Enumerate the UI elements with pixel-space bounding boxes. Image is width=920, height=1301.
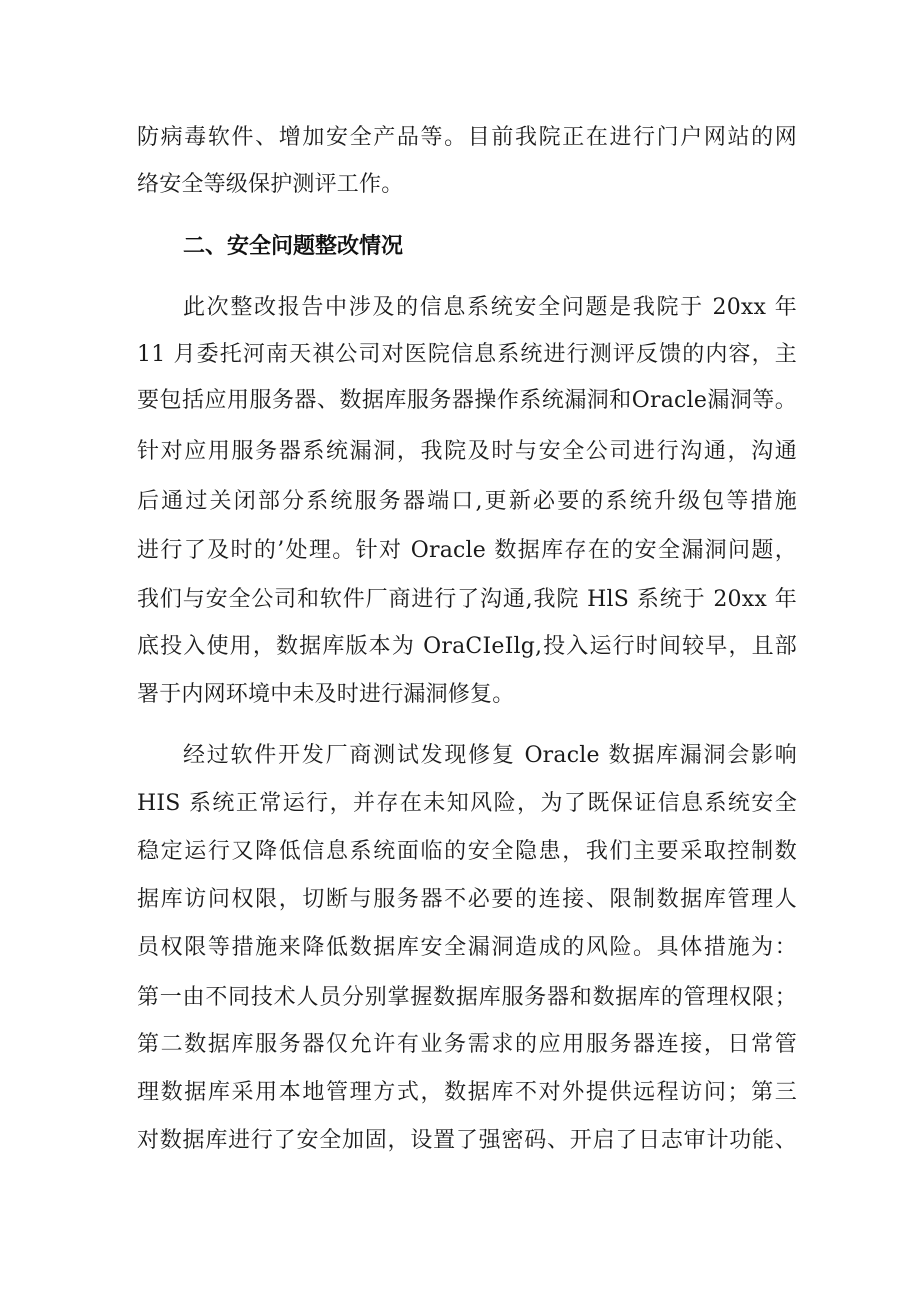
paragraph2-line-9: 对数据库进行了安全加固，设置了强密码、开启了日志审计功能、 [137, 1128, 797, 1153]
paragraph2-line-3: 稳定运行又降低信息系统面临的安全隐患，我们主要采取控制数 [137, 839, 797, 864]
paragraph2-line-8: 理数据库采用本地管理方式，数据库不对外提供远程访问；第三 [137, 1080, 797, 1105]
paragraph2-line-4: 据库访问权限，切断与服务器不必要的连接、限制数据库管理人 [137, 887, 797, 912]
paragraph1-line-3: 要包括应用服务器、数据库服务器操作系统漏洞和Oracle漏洞等。 [137, 388, 797, 413]
paragraph2-line-5: 员权限等措施来降低数据库安全漏洞造成的风险。具体措施为： [137, 935, 797, 960]
intro-line-1: 防病毒软件、增加安全产品等。目前我院正在进行门户网站的网 [137, 125, 797, 150]
paragraph1-line-5: 后通过关闭部分系统服务器端口,更新必要的系统升级包等措施 [137, 489, 797, 514]
paragraph1-line-8: 底投入使用，数据库版本为 OraCIeIlg,投入运行时间较早，且部 [137, 634, 797, 659]
section-heading: 二、安全问题整改情况 [183, 234, 404, 259]
paragraph1-line-7: 我们与安全公司和软件厂商进行了沟通,我院 HlS 系统于 20xx 年 [137, 587, 797, 612]
paragraph1-line-2: 11 月委托河南天祺公司对医院信息系统进行测评反馈的内容，主 [137, 342, 797, 367]
paragraph2-line-7: 第二数据库服务器仅允许有业务需求的应用服务器连接，日常管 [137, 1032, 797, 1057]
paragraph2-line-1: 经过软件开发厂商测试发现修复 Oracle 数据库漏洞会影响 [183, 743, 797, 768]
paragraph1-line-1: 此次整改报告中涉及的信息系统安全问题是我院于 20xx 年 [183, 295, 797, 320]
paragraph1-line-9: 署于内网环境中未及时进行漏洞修复。 [137, 682, 515, 707]
intro-line-2: 络安全等级保护测评工作。 [137, 172, 404, 197]
paragraph2-line-2: HIS 系统正常运行，并存在未知风险，为了既保证信息系统安全 [137, 791, 797, 816]
paragraph1-line-6: 进行了及时的’处理。针对 Oracle 数据库存在的安全漏洞问题， [137, 538, 797, 563]
paragraph1-line-4: 针对应用服务器系统漏洞，我院及时与安全公司进行沟通，沟通 [137, 439, 797, 464]
paragraph2-line-6: 第一由不同技术人员分别掌握数据库服务器和数据库的管理权限； [137, 985, 797, 1010]
